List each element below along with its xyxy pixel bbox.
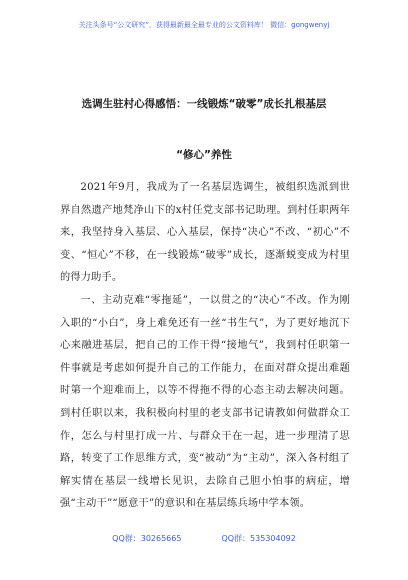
document-title-line1: 选调生驻村心得感悟：一线锻炼“破零”成长扎根基层 — [81, 98, 327, 110]
header-banner: 关注头条号“公文研究”，获得最新最全最专业的公文资料库！ 微信：gongwenyj — [78, 21, 330, 29]
footer — [0, 533, 408, 544]
footer-qq-group-2: QQ群：535304092 — [221, 534, 296, 543]
document-title-line2: “修心”养性 — [176, 149, 232, 161]
paragraph-1: 2021年9月，我成为了一名基层选调生，被组织选派到世界自然遗产地梵净山下的x村任党支部书记助理。到村任职两年来，我坚持身入基层、心入基层，保持“决心”不改、“初心”不变、“恒心”不移，在一线锻炼“破零”成长，逐渐蜕变成为村里的得力助手。 — [60, 182, 350, 284]
footer-qq-group-1: QQ群：30265665 — [112, 534, 182, 543]
document-body — [60, 177, 350, 516]
paragraph-2: 一、主动克难“零拖延”，一以贯之的“决心”不改。作为刚入职的“小白”，身上难免还有一丝“书生气”，为了更好地沉下心来融进基层，把自己的工作干得“接地气”，我到村任职第一件事就是考虑如何提升自己的工作能力，在面对群众提出难题时第一个迎难而上，以等不得拖不得的心态主动去解决问题。到村任职以来，我积极向村里的老支部书记请教如何做群众工作，怎么与村里打成一片、与群众干在一起，进一步理清了思路，转变了工作思维方式，变“被动”为“主动”，深入各村组了解实情在基层一线增长见识，去除自己胆小怕事的病症，增强“主动干”“愿意干”的意识和在基层练兵场中学本领。 — [60, 294, 350, 510]
